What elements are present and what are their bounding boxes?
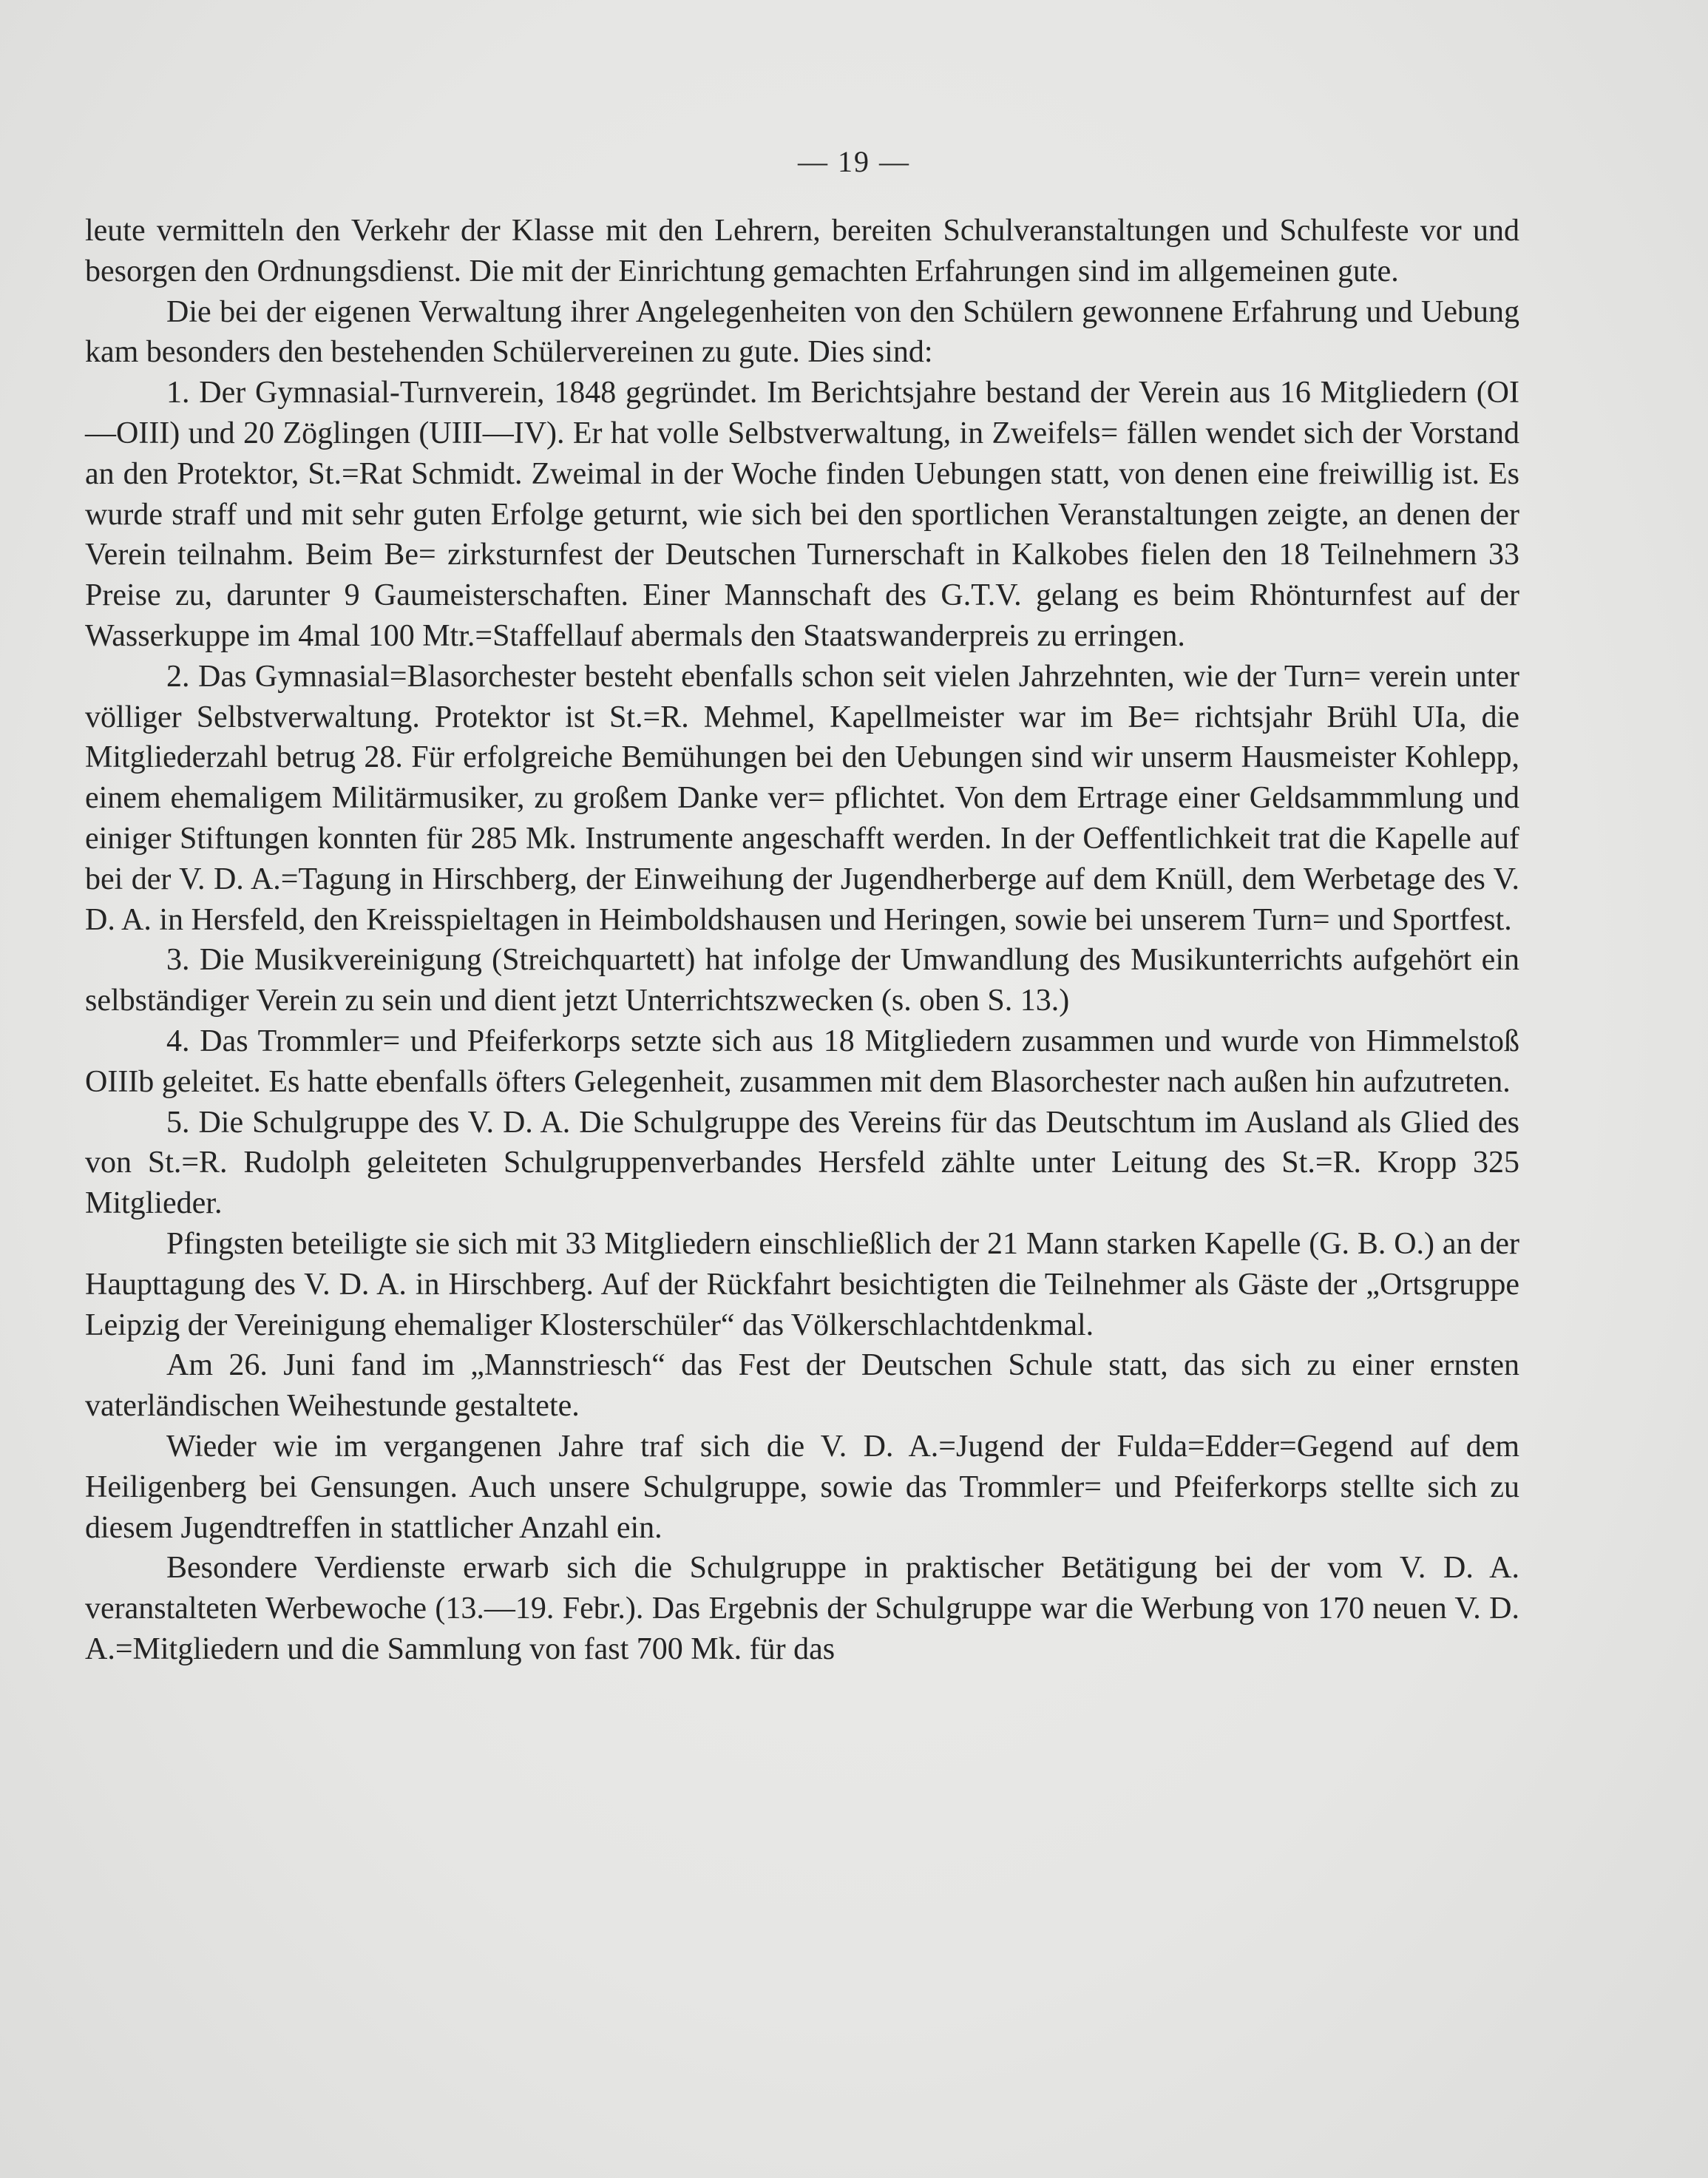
paragraph-musikvereinigung: 3. Die Musikvereinigung (Streichquartett) hat infolge der Umwandlung des Musikunterrichts aufgehört ein selbständiger Verein zu sein und dient jetzt Unterrichtszwecken (s. oben S. 13.) — [85, 943, 1519, 1018]
paragraph-schulgruppe: 5. Die Schulgruppe des V. D. A. Die Schulgruppe des Vereins für das Deutschtum im Ausland als Glied des von St.=R. Rudolph geleiteten Schulgruppenverbandes Hersfeld zählte unter Leitung des St.=R. Kropp 325 Mitglieder. — [85, 1105, 1519, 1221]
paragraph-pfingsten: Pfingsten beteiligte sie sich mit 33 Mitgliedern einschließlich der 21 Mann starken Kapelle (G. B. O.) an der Haupttagung des V. D. A. in Hirschberg. Auf der Rückfahrt besichtigten die Teilnehmer als Gäste der „Ortsgruppe Leipzig der Vereinigung ehemaliger Klosterschüler“ das Völkerschlachtdenkmal. — [85, 1226, 1519, 1342]
paragraph-juni-fest: Am 26. Juni fand im „Mannstriesch“ das Fest der Deutschen Schule statt, das sich zu einer ernsten vaterländischen Weihestunde gestaltete. — [85, 1348, 1519, 1424]
paragraph-experience: Die bei der eigenen Verwaltung ihrer Angelegenheiten von den Schülern gewonnene Erfahrung und Uebung kam besonders den bestehenden Schülervereinen zu gute. Dies sind: — [85, 294, 1519, 370]
paragraph-trommlerkorps: 4. Das Trommler= und Pfeiferkorps setzte sich aus 18 Mitgliedern zusammen und wurde von Himmelstoß OIIIb geleitet. Es hatte ebenfalls öfters Gelegenheit, zusammen mit dem Blasorchester nach außen hin aufzutreten. — [85, 1024, 1519, 1099]
page-number: — 19 — — [798, 145, 910, 178]
body-text — [85, 211, 1519, 1670]
paragraph-turnverein: 1. Der Gymnasial-Turnverein, 1848 gegründet. Im Berichtsjahre bestand der Verein aus 16 Mitgliedern (OI—OIII) und 20 Zöglingen (UIII—IV). Er hat volle Selbstverwaltung, in Zweifels= fällen wendet sich der Vorstand an den Protektor, St.=Rat Schmidt. Zweimal in der Woche finden Uebungen statt, von denen eine freiwillig ist. Es wurde straff und mit sehr guten Erfolge geturnt, wie sich bei den sportlichen Veranstaltungen zeigte, an denen der Verein teilnahm. Beim Be= zirksturnfest der Deutschen Turnerschaft in Kalkobes fielen den 18 Teilnehmern 33 Preise zu, darunter 9 Gaumeisterschaften. Einer Mannschaft des G.T.V. gelang es beim Rhönturnfest auf der Wasserkuppe im 4mal 100 Mtr.=Staffellauf abermals den Staatswanderpreis zu erringen. — [85, 376, 1519, 653]
paragraph-jugendtreffen: Wieder wie im vergangenen Jahre traf sich die V. D. A.=Jugend der Fulda=Edder=Gegend auf dem Heiligenberg bei Gensungen. Auch unsere Schulgruppe, sowie das Trommler= und Pfeiferkorps stellte sich zu diesem Jugendtreffen in stattlicher Anzahl ein. — [85, 1429, 1519, 1545]
paragraph-blasorchester: 2. Das Gymnasial=Blasorchester besteht ebenfalls schon seit vielen Jahrzehnten, wie der Turn= verein unter völliger Selbstverwaltung. Protektor ist St.=R. Mehmel, Kapellmeister war im Be= richtsjahr Brühl UIa, die Mitgliederzahl betrug 28. Für erfolgreiche Bemühungen bei den Uebungen sind wir unserm Hausmeister Kohlepp, einem ehemaligem Militärmusiker, zu großem Danke ver= pflichtet. Von dem Ertrage einer Geldsammmlung und einiger Stiftungen konnten für 285 Mk. Instrumente angeschafft werden. In der Oeffentlichkeit trat die Kapelle auf bei der V. D. A.=Tagung in Hirschberg, der Einweihung der Jugendherberge auf dem Knüll, dem Werbetage des V. D. A. in Hersfeld, den Kreisspieltagen in Heimboldshausen und Heringen, sowie bei unserem Turn= und Sportfest. — [85, 659, 1519, 937]
paragraph-continuation: leute vermitteln den Verkehr der Klasse mit den Lehrern, bereiten Schulveranstaltungen und Schulfeste vor und besorgen den Ordnungsdienst. Die mit der Einrichtung gemachten Erfahrungen sind im allgemeinen gute. — [85, 214, 1519, 288]
paragraph-werbewoche: Besondere Verdienste erwarb sich die Schulgruppe in praktischer Betätigung bei der vom V. D. A. veranstalteten Werbewoche (13.—19. Febr.). Das Ergebnis der Schulgruppe war die Werbung von 170 neuen V. D. A.=Mitgliedern und die Sammlung von fast 700 Mk. für das — [85, 1551, 1519, 1666]
